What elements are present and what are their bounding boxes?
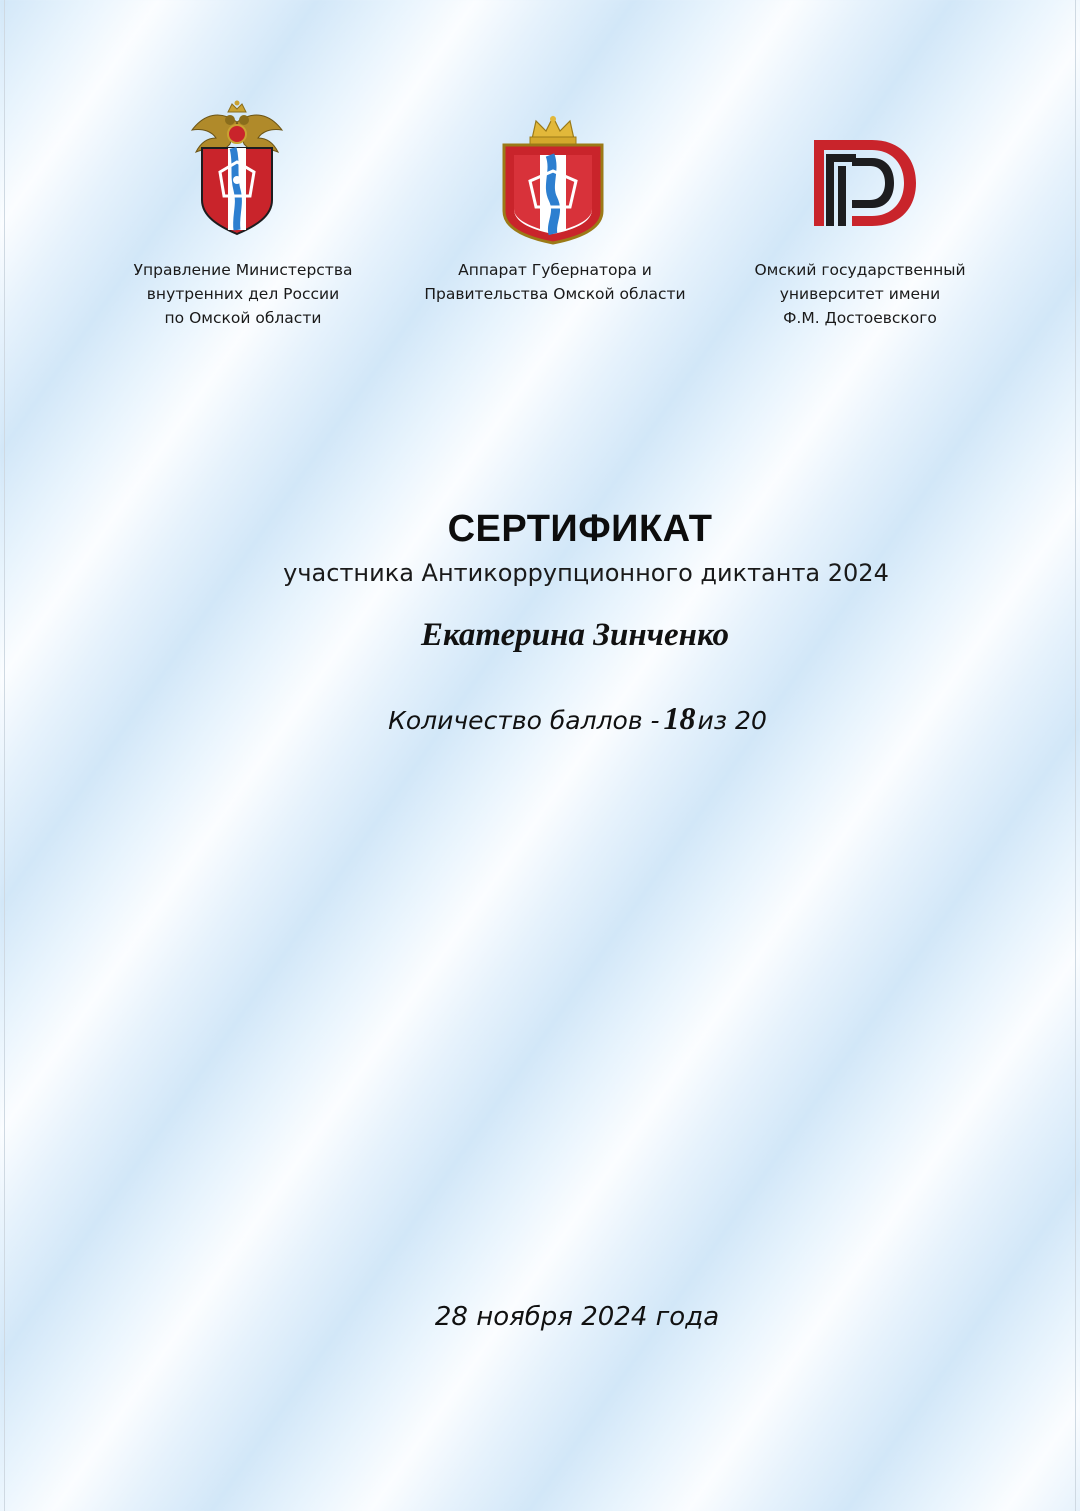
certificate-date: 28 ноября 2024 года <box>434 1302 720 1332</box>
score-label: Количество баллов - <box>388 706 660 735</box>
org-caption-government: Аппарат Губернатора и Правительства Омской области <box>424 261 686 303</box>
score-line <box>0 700 1080 737</box>
org-caption-mvd: Управление Министерства внутренних дел России по Омской области <box>133 261 353 327</box>
mvd-eagle-emblem-icon <box>190 100 284 238</box>
certificate-subtitle: участника Антикоррупционного диктанта 2024 <box>283 559 889 587</box>
participant-name: Екатерина Зинченко <box>421 617 729 653</box>
omsk-region-coat-of-arms-icon <box>500 115 606 245</box>
org-caption-university: Омский государственный университет имени Ф.М. Достоевского <box>754 261 966 327</box>
score-suffix: из 20 <box>697 706 767 735</box>
omgu-logo-icon <box>812 136 918 228</box>
certificate-title: СЕРТИФИКАТ <box>447 508 713 550</box>
score-value: 18 <box>663 700 696 736</box>
